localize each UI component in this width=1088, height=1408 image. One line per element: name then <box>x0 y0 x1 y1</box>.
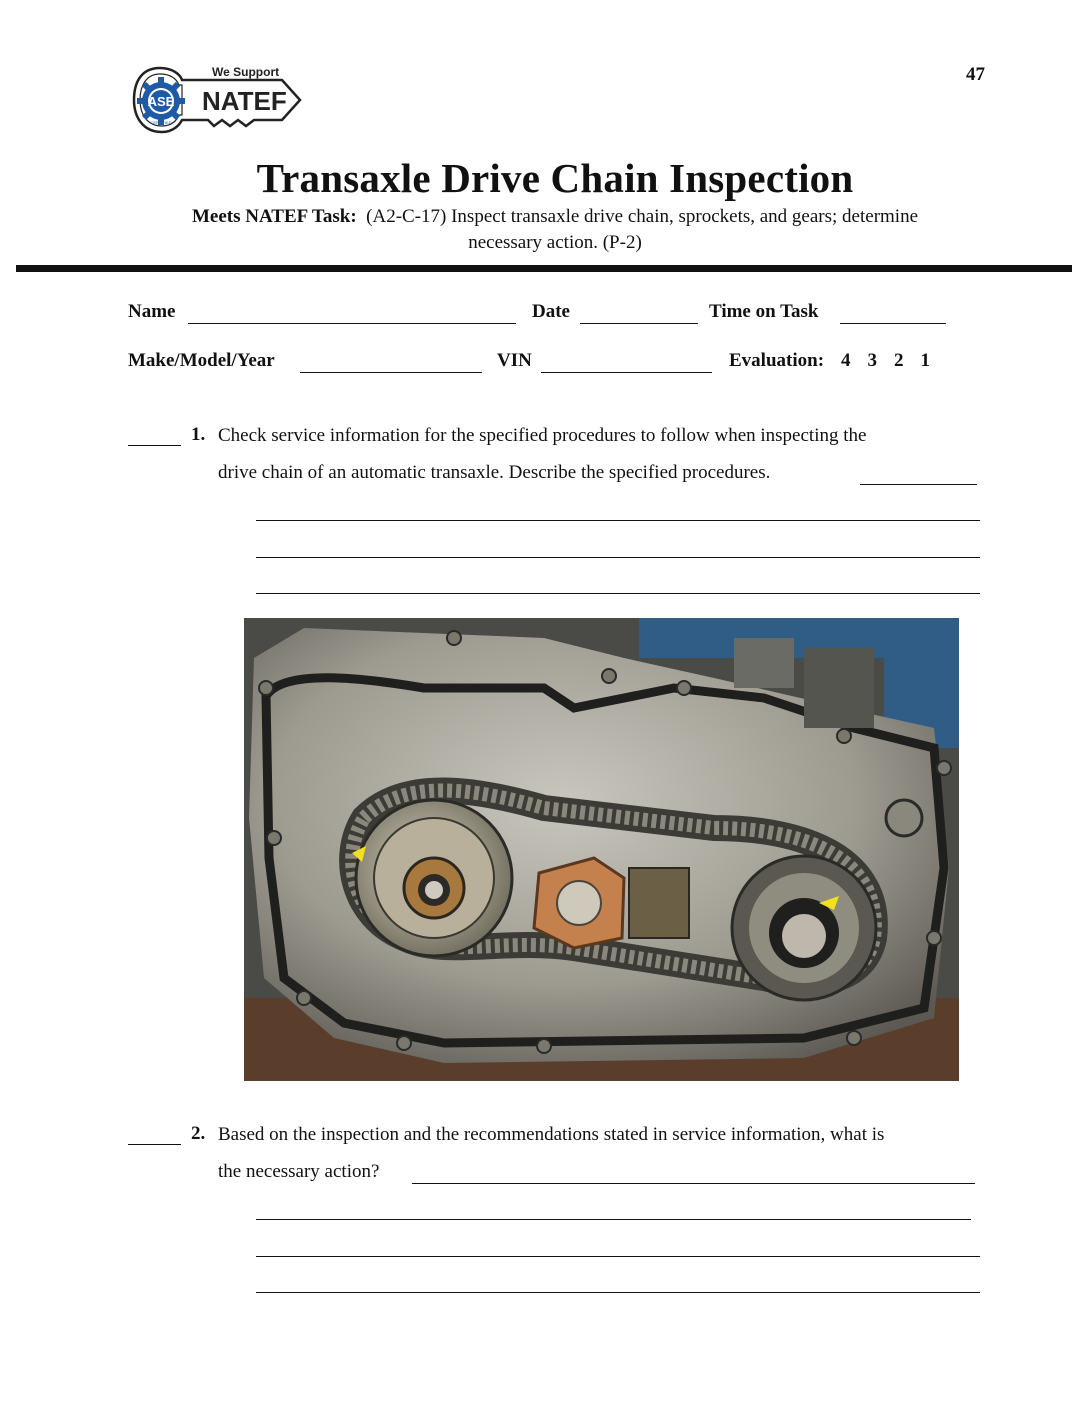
header-divider <box>16 265 1072 272</box>
question-2-line2: the necessary action? <box>218 1161 380 1182</box>
ase-badge-sub: CERTIFIED <box>150 120 172 125</box>
natef-task <box>0 204 1088 256</box>
logo-top-text: We Support <box>212 65 280 79</box>
question-2-answer-line-2[interactable] <box>256 1256 980 1257</box>
evaluation-score-3[interactable]: 3 <box>867 350 878 371</box>
time-on-task-field[interactable] <box>840 323 946 324</box>
question-2-answer-line-0[interactable] <box>412 1183 975 1184</box>
question-1-check-blank[interactable] <box>128 445 181 446</box>
question-1-number: 1. <box>191 424 206 445</box>
drive-chain-photo <box>244 618 959 1081</box>
question-1-line1: Check service information for the specified procedures to follow when inspecting the <box>218 425 867 446</box>
task-label: Meets NATEF Task: <box>191 206 357 227</box>
page-title: Transaxle Drive Chain Inspection <box>256 155 854 201</box>
question-2-check-blank[interactable] <box>128 1144 181 1145</box>
question-2-line1: Based on the inspection and the recommendations stated in service information, what is <box>218 1124 885 1145</box>
evaluation-score-2[interactable]: 2 <box>894 350 904 371</box>
name-label: Name <box>128 301 176 322</box>
question-2-answer-line-3[interactable] <box>256 1292 980 1293</box>
logo-main-text: NATEF <box>202 86 287 116</box>
vin-field[interactable] <box>541 372 712 373</box>
question-2-text <box>218 1116 884 1190</box>
vin-label: VIN <box>497 350 532 371</box>
natef-logo <box>130 58 310 146</box>
task-text-line2: necessary action. (P-2) <box>468 232 642 253</box>
question-1-answer-line-3[interactable] <box>256 593 980 594</box>
evaluation-score-4[interactable]: 4 <box>841 350 851 371</box>
question-1-answer-line-1[interactable] <box>256 520 980 521</box>
question-1-text <box>218 417 866 491</box>
page-number: 47 <box>966 64 985 85</box>
time-on-task-label: Time on Task <box>709 301 819 322</box>
evaluation-score-1[interactable]: 1 <box>920 350 931 371</box>
question-1-answer-line-2[interactable] <box>256 557 980 558</box>
date-field[interactable] <box>580 323 698 324</box>
date-label: Date <box>532 301 570 322</box>
make-model-year-label: Make/Model/Year <box>128 350 275 371</box>
evaluation-label: Evaluation: <box>729 350 825 371</box>
question-2-answer-line-1[interactable] <box>256 1219 971 1220</box>
make-model-year-field[interactable] <box>300 372 482 373</box>
name-field[interactable] <box>188 323 516 324</box>
question-2-number: 2. <box>191 1123 206 1144</box>
ase-badge-text: ASE <box>147 94 175 109</box>
question-1-answer-line-0[interactable] <box>860 484 977 485</box>
question-1-line2: drive chain of an automatic transaxle. Describe the specified procedures. <box>218 462 771 483</box>
task-text-line1: (A2-C-17) Inspect transaxle drive chain, sprockets, and gears; determine <box>366 206 919 227</box>
evaluation <box>729 350 930 372</box>
